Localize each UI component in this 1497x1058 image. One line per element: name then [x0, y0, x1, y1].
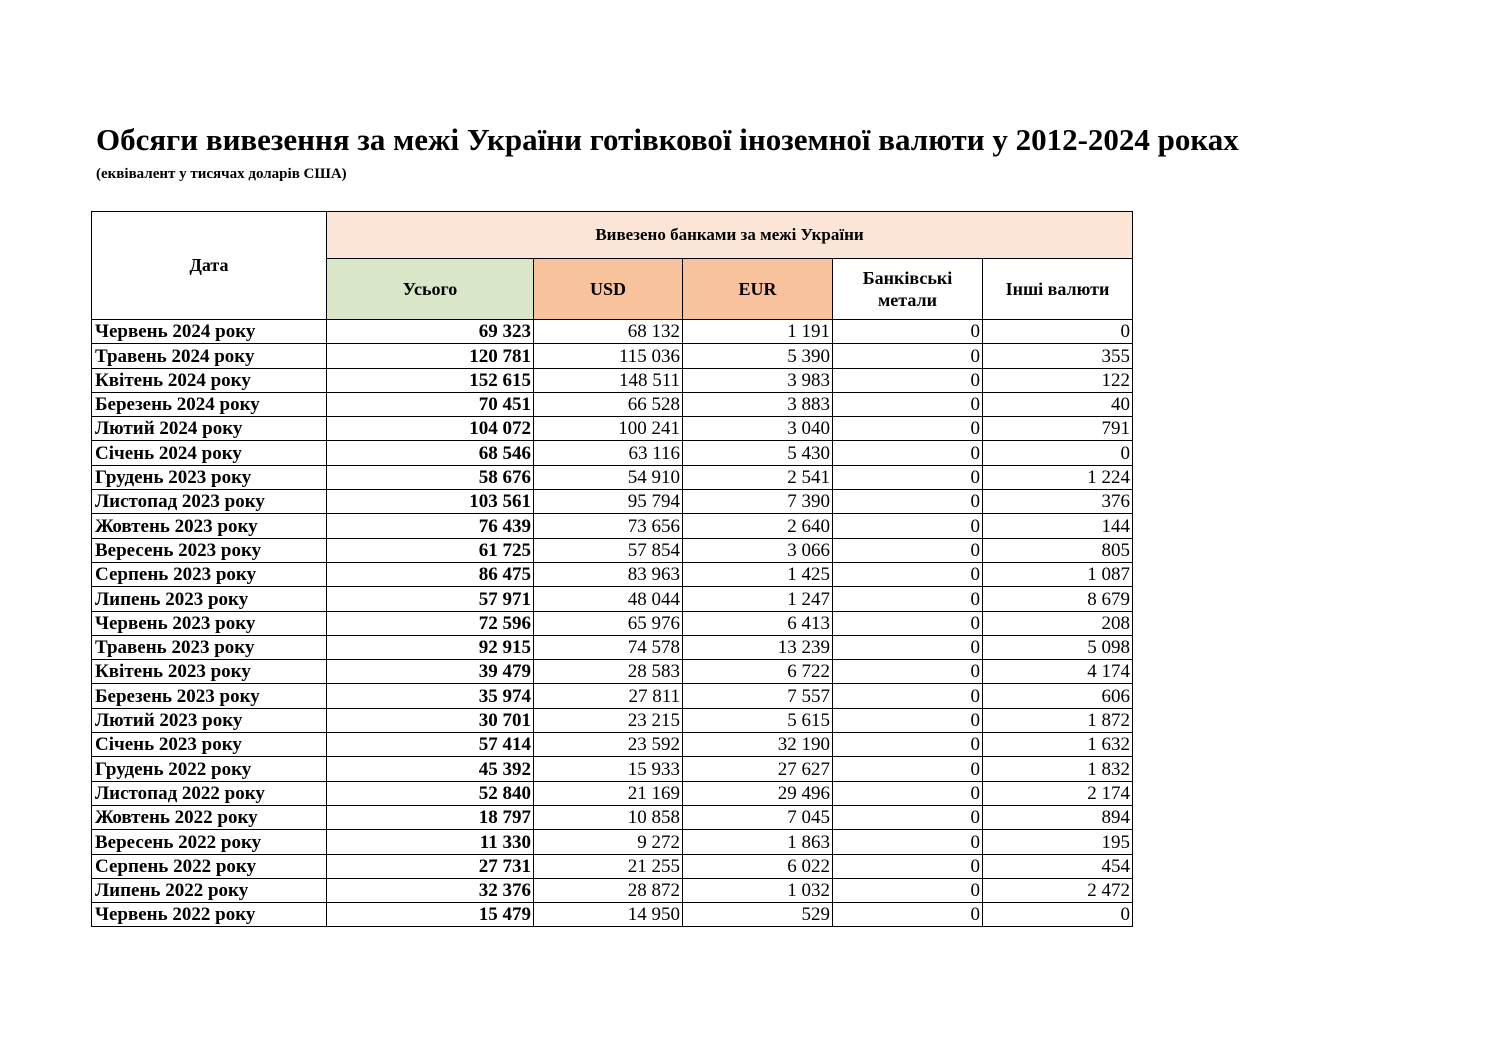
cell-usd: 66 528 [534, 392, 683, 416]
cell-usd: 15 933 [534, 757, 683, 781]
cell-date: Серпень 2023 року [92, 562, 327, 586]
table-row [92, 708, 1133, 732]
cell-total: 45 392 [327, 757, 534, 781]
cell-date: Квітень 2024 року [92, 368, 327, 392]
cell-total: 104 072 [327, 417, 534, 441]
cell-other-currencies: 40 [983, 392, 1133, 416]
cell-other-currencies: 1 224 [983, 465, 1133, 489]
cell-date: Травень 2024 року [92, 344, 327, 368]
cell-total: 30 701 [327, 708, 534, 732]
cell-eur: 2 541 [683, 465, 833, 489]
cell-other-currencies: 454 [983, 854, 1133, 878]
cell-usd: 54 910 [534, 465, 683, 489]
cell-total: 11 330 [327, 830, 534, 854]
cell-usd: 63 116 [534, 441, 683, 465]
cell-eur: 1 863 [683, 830, 833, 854]
cell-bank-metals: 0 [833, 684, 983, 708]
table-row [92, 490, 1133, 514]
cell-other-currencies: 0 [983, 903, 1133, 927]
header-date: Дата [92, 212, 327, 320]
table-header-row-group [92, 212, 1133, 259]
cell-total: 35 974 [327, 684, 534, 708]
header-bank-metals: Банківські метали [833, 259, 983, 320]
cell-bank-metals: 0 [833, 562, 983, 586]
cell-usd: 100 241 [534, 417, 683, 441]
cell-eur: 3 983 [683, 368, 833, 392]
table-row [92, 441, 1133, 465]
cell-eur: 32 190 [683, 733, 833, 757]
cell-date: Жовтень 2022 року [92, 805, 327, 829]
cell-bank-metals: 0 [833, 344, 983, 368]
cell-eur: 3 066 [683, 538, 833, 562]
cell-eur: 6 413 [683, 611, 833, 635]
cell-eur: 5 615 [683, 708, 833, 732]
cell-other-currencies: 805 [983, 538, 1133, 562]
table-row [92, 781, 1133, 805]
cell-other-currencies: 1 832 [983, 757, 1133, 781]
cell-total: 57 971 [327, 587, 534, 611]
cell-eur: 6 022 [683, 854, 833, 878]
table-row [92, 392, 1133, 416]
cell-other-currencies: 2 174 [983, 781, 1133, 805]
table-row [92, 733, 1133, 757]
cell-other-currencies: 195 [983, 830, 1133, 854]
cell-usd: 95 794 [534, 490, 683, 514]
cell-usd: 65 976 [534, 611, 683, 635]
cell-eur: 1 032 [683, 878, 833, 902]
cell-usd: 21 255 [534, 854, 683, 878]
cell-date: Березень 2023 року [92, 684, 327, 708]
cell-date: Травень 2023 року [92, 635, 327, 659]
cell-bank-metals: 0 [833, 417, 983, 441]
cell-date: Грудень 2022 року [92, 757, 327, 781]
table-row [92, 344, 1133, 368]
cell-date: Серпень 2022 року [92, 854, 327, 878]
cell-date: Червень 2023 року [92, 611, 327, 635]
cell-bank-metals: 0 [833, 587, 983, 611]
cell-date: Січень 2024 року [92, 441, 327, 465]
cell-usd: 27 811 [534, 684, 683, 708]
cell-total: 152 615 [327, 368, 534, 392]
cell-eur: 1 247 [683, 587, 833, 611]
header-total: Усього [327, 259, 534, 320]
cell-other-currencies: 355 [983, 344, 1133, 368]
header-other-currencies: Інші валюти [983, 259, 1133, 320]
cell-total: 15 479 [327, 903, 534, 927]
cell-bank-metals: 0 [833, 757, 983, 781]
cell-bank-metals: 0 [833, 878, 983, 902]
table-row [92, 514, 1133, 538]
table-row [92, 903, 1133, 927]
cell-bank-metals: 0 [833, 708, 983, 732]
cell-bank-metals: 0 [833, 441, 983, 465]
cell-usd: 14 950 [534, 903, 683, 927]
cell-usd: 23 215 [534, 708, 683, 732]
table-row [92, 660, 1133, 684]
cell-bank-metals: 0 [833, 320, 983, 344]
cell-usd: 9 272 [534, 830, 683, 854]
cell-bank-metals: 0 [833, 854, 983, 878]
cell-total: 69 323 [327, 320, 534, 344]
cell-bank-metals: 0 [833, 635, 983, 659]
table-row [92, 417, 1133, 441]
cell-date: Лютий 2024 року [92, 417, 327, 441]
cell-other-currencies: 1 087 [983, 562, 1133, 586]
cell-date: Вересень 2023 року [92, 538, 327, 562]
cell-date: Березень 2024 року [92, 392, 327, 416]
cell-other-currencies: 5 098 [983, 635, 1133, 659]
cell-other-currencies: 2 472 [983, 878, 1133, 902]
cell-total: 120 781 [327, 344, 534, 368]
cell-total: 39 479 [327, 660, 534, 684]
header-exported-by-banks: Вивезено банками за межі України [327, 212, 1133, 259]
cell-bank-metals: 0 [833, 805, 983, 829]
cell-bank-metals: 0 [833, 611, 983, 635]
table-row [92, 538, 1133, 562]
table-row [92, 684, 1133, 708]
cell-usd: 83 963 [534, 562, 683, 586]
cell-other-currencies: 0 [983, 320, 1133, 344]
cell-eur: 1 191 [683, 320, 833, 344]
cell-total: 27 731 [327, 854, 534, 878]
cell-usd: 57 854 [534, 538, 683, 562]
cell-total: 58 676 [327, 465, 534, 489]
cell-bank-metals: 0 [833, 514, 983, 538]
cell-bank-metals: 0 [833, 781, 983, 805]
cell-other-currencies: 894 [983, 805, 1133, 829]
cell-date: Червень 2022 року [92, 903, 327, 927]
table-row [92, 854, 1133, 878]
table-row [92, 757, 1133, 781]
cell-total: 103 561 [327, 490, 534, 514]
cell-other-currencies: 0 [983, 441, 1133, 465]
cell-date: Січень 2023 року [92, 733, 327, 757]
cell-bank-metals: 0 [833, 465, 983, 489]
table-row [92, 562, 1133, 586]
cell-other-currencies: 376 [983, 490, 1133, 514]
cell-other-currencies: 1 872 [983, 708, 1133, 732]
cell-date: Листопад 2022 року [92, 781, 327, 805]
cell-other-currencies: 1 632 [983, 733, 1133, 757]
cell-eur: 13 239 [683, 635, 833, 659]
cell-bank-metals: 0 [833, 733, 983, 757]
cell-total: 76 439 [327, 514, 534, 538]
cell-bank-metals: 0 [833, 903, 983, 927]
cell-eur: 7 045 [683, 805, 833, 829]
cell-usd: 28 872 [534, 878, 683, 902]
cell-date: Липень 2022 року [92, 878, 327, 902]
export-volume-table [91, 211, 1133, 927]
cell-total: 52 840 [327, 781, 534, 805]
table-row [92, 368, 1133, 392]
cell-usd: 68 132 [534, 320, 683, 344]
cell-date: Вересень 2022 року [92, 830, 327, 854]
cell-usd: 148 511 [534, 368, 683, 392]
document-title: Обсяги вивезення за межі України готівкової іноземної валюти у 2012-2024 роках [96, 122, 1239, 157]
header-eur: EUR [683, 259, 833, 320]
cell-usd: 28 583 [534, 660, 683, 684]
cell-date: Червень 2024 року [92, 320, 327, 344]
cell-eur: 7 390 [683, 490, 833, 514]
cell-eur: 3 040 [683, 417, 833, 441]
cell-eur: 5 430 [683, 441, 833, 465]
cell-usd: 48 044 [534, 587, 683, 611]
cell-other-currencies: 791 [983, 417, 1133, 441]
cell-eur: 29 496 [683, 781, 833, 805]
cell-usd: 23 592 [534, 733, 683, 757]
table-row [92, 635, 1133, 659]
table-row [92, 465, 1133, 489]
cell-date: Грудень 2023 року [92, 465, 327, 489]
document-subtitle: (еквівалент у тисячах доларів США) [96, 166, 347, 182]
table-row [92, 587, 1133, 611]
cell-other-currencies: 122 [983, 368, 1133, 392]
cell-eur: 7 557 [683, 684, 833, 708]
table-row [92, 805, 1133, 829]
cell-total: 32 376 [327, 878, 534, 902]
cell-total: 68 546 [327, 441, 534, 465]
cell-date: Лютий 2023 року [92, 708, 327, 732]
cell-usd: 115 036 [534, 344, 683, 368]
cell-other-currencies: 144 [983, 514, 1133, 538]
cell-other-currencies: 8 679 [983, 587, 1133, 611]
cell-total: 70 451 [327, 392, 534, 416]
table-row [92, 320, 1133, 344]
cell-usd: 74 578 [534, 635, 683, 659]
cell-eur: 529 [683, 903, 833, 927]
cell-total: 61 725 [327, 538, 534, 562]
cell-bank-metals: 0 [833, 392, 983, 416]
cell-date: Липень 2023 року [92, 587, 327, 611]
header-usd: USD [534, 259, 683, 320]
cell-total: 86 475 [327, 562, 534, 586]
table-row [92, 878, 1133, 902]
cell-date: Жовтень 2023 року [92, 514, 327, 538]
cell-bank-metals: 0 [833, 538, 983, 562]
cell-eur: 5 390 [683, 344, 833, 368]
cell-total: 72 596 [327, 611, 534, 635]
cell-eur: 2 640 [683, 514, 833, 538]
cell-total: 57 414 [327, 733, 534, 757]
cell-eur: 27 627 [683, 757, 833, 781]
table-row [92, 611, 1133, 635]
cell-other-currencies: 4 174 [983, 660, 1133, 684]
cell-bank-metals: 0 [833, 660, 983, 684]
cell-bank-metals: 0 [833, 368, 983, 392]
cell-total: 92 915 [327, 635, 534, 659]
cell-usd: 10 858 [534, 805, 683, 829]
table-row [92, 830, 1133, 854]
cell-eur: 1 425 [683, 562, 833, 586]
cell-total: 18 797 [327, 805, 534, 829]
cell-usd: 21 169 [534, 781, 683, 805]
cell-eur: 6 722 [683, 660, 833, 684]
cell-date: Листопад 2023 року [92, 490, 327, 514]
cell-other-currencies: 606 [983, 684, 1133, 708]
cell-bank-metals: 0 [833, 490, 983, 514]
cell-other-currencies: 208 [983, 611, 1133, 635]
cell-bank-metals: 0 [833, 830, 983, 854]
cell-date: Квітень 2023 року [92, 660, 327, 684]
cell-eur: 3 883 [683, 392, 833, 416]
cell-usd: 73 656 [534, 514, 683, 538]
